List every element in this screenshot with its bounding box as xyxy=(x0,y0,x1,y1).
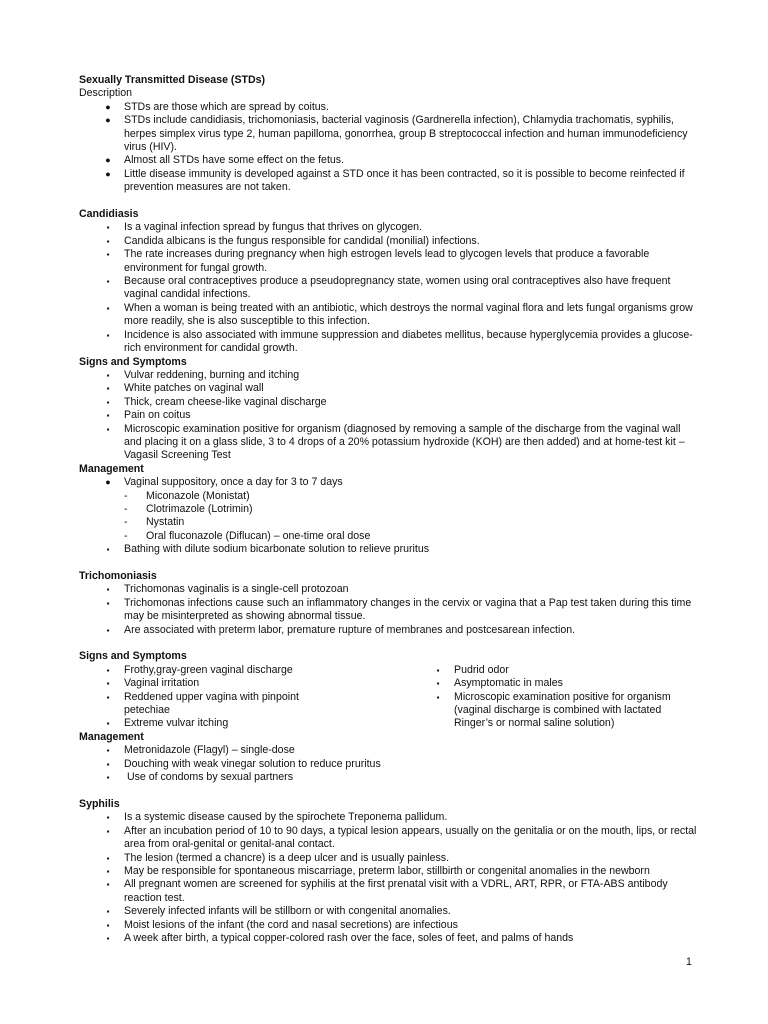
bullet-square-icon: ▪ xyxy=(106,679,110,689)
bullet-square-icon: ▪ xyxy=(106,330,110,340)
bullet-square-icon: ▪ xyxy=(106,585,110,595)
bullet-square-icon: ▪ xyxy=(106,719,110,729)
bullet-square-icon: ▪ xyxy=(106,759,110,769)
candidiasis-bullet: ▪ Because oral contraceptives produce a pseudopregnancy state, women using oral contraceptives also have frequent vaginal candidal infections. xyxy=(79,275,699,302)
bullet-square-icon: ▪ xyxy=(106,773,110,783)
trichomoniasis-bullet: ▪ Are associated with preterm labor, premature rupture of membranes and postcesarean infection. xyxy=(79,624,699,637)
candidiasis-sign: ▪ Vulvar reddening, burning and itching xyxy=(79,369,699,382)
bullet-square-icon: ▪ xyxy=(106,692,110,702)
description-bullet: ● STDs are those which are spread by coitus. xyxy=(79,101,699,114)
trichomoniasis-heading: Trichomoniasis xyxy=(79,570,157,582)
candidiasis-management-heading: Management xyxy=(79,462,144,475)
candidiasis-management-item: ● Vaginal suppository, once a day for 3 to 7 days xyxy=(79,476,699,489)
trichomoniasis-sign: ▪ Vaginal irritation xyxy=(79,677,431,690)
bullet-square-icon: ▪ xyxy=(106,813,110,823)
syphilis-bullet: ▪ After an incubation period of 10 to 90 days, a typical lesion appears, usually on the genitalia or on the mouth, lips, or rectal area from oral-genital or genital-anal contact. xyxy=(79,825,699,852)
bullet-square-icon: ▪ xyxy=(106,277,110,287)
bullet-square-icon: ▪ xyxy=(106,384,110,394)
bullet-square-icon: ▪ xyxy=(106,236,110,246)
bullet-square-icon: ▪ xyxy=(436,692,440,702)
bullet-square-icon: ▪ xyxy=(106,303,110,313)
dash-icon: - xyxy=(124,529,128,542)
syphilis-bullet: ▪ The lesion (termed a chancre) is a deep ulcer and is usually painless. xyxy=(79,852,699,865)
bullet-square-icon: ▪ xyxy=(106,397,110,407)
trichomoniasis-sign: ▪ Frothy,gray-green vaginal discharge xyxy=(79,664,431,677)
bullet-square-icon: ▪ xyxy=(106,853,110,863)
candidiasis-sign: ▪ Thick, cream cheese-like vaginal discharge xyxy=(79,396,699,409)
bullet-dot-icon: ● xyxy=(105,477,111,488)
drug-item: - Oral fluconazole (Diflucan) – one-time oral dose xyxy=(124,529,371,542)
candidiasis-management-item: ▪ Bathing with dilute sodium bicarbonate solution to relieve pruritus xyxy=(79,543,699,556)
trichomoniasis-signs-heading: Signs and Symptoms xyxy=(79,650,187,663)
trichomoniasis-sign: ▪ Microscopic examination positive for organism (vaginal discharge is combined with lactated Ringer’s or normal saline solution) xyxy=(431,691,699,731)
candidiasis-bullet: ▪ When a woman is being treated with an antibiotic, which destroys the normal vaginal flora and lets fungal organisms grow more readily, she is also susceptible to this infection. xyxy=(79,302,699,329)
bullet-square-icon: ▪ xyxy=(106,920,110,930)
trichomoniasis-sign: ▪ Pudrid odor xyxy=(431,664,699,677)
bullet-square-icon: ▪ xyxy=(106,665,110,675)
bullet-square-icon: ▪ xyxy=(106,866,110,876)
syphilis-bullet: ▪ Moist lesions of the infant (the cord and nasal secretions) are infectious xyxy=(79,919,699,932)
syphilis-bullet: ▪ A week after birth, a typical copper-colored rash over the face, soles of feet, and palms of hands xyxy=(79,932,699,945)
candidiasis-heading: Candidiasis xyxy=(79,208,139,221)
bullet-dot-icon: ● xyxy=(105,155,111,166)
bullet-square-icon: ▪ xyxy=(106,424,110,434)
bullet-square-icon: ▪ xyxy=(106,625,110,635)
drug-item: - Miconazole (Monistat) xyxy=(124,489,250,502)
syphilis-bullet: ▪ May be responsible for spontaneous miscarriage, preterm labor, stillbirth or congenital anomalies in the newborn xyxy=(79,865,699,878)
page-title: Sexually Transmitted Disease (STDs) xyxy=(79,74,266,86)
dash-icon: - xyxy=(124,516,128,529)
bullet-dot-icon: ● xyxy=(105,168,111,179)
signs-two-column xyxy=(79,664,699,731)
syphilis-bullet: ▪ Severely infected infants will be stillborn or with congenital anomalies. xyxy=(79,905,699,918)
bullet-square-icon: ▪ xyxy=(106,907,110,917)
bullet-square-icon: ▪ xyxy=(106,880,110,890)
document-page xyxy=(79,74,699,945)
bullet-square-icon: ▪ xyxy=(106,223,110,233)
bullet-square-icon: ▪ xyxy=(436,679,440,689)
trichomoniasis-bullet: ▪ Trichomonas infections cause such an inflammatory changes in the cervix or vagina that a Pap test taken during this time may be misinterpreted as showing abnormal tissue. xyxy=(79,597,699,624)
candidiasis-sign: ▪ White patches on vaginal wall xyxy=(79,382,699,395)
description-heading: Description xyxy=(79,87,132,100)
candidiasis-bullet: ▪ Is a vaginal infection spread by fungus that thrives on glycogen. xyxy=(79,221,699,234)
trichomoniasis-management-item: ▪ Metronidazole (Flagyl) – single-dose xyxy=(79,744,699,757)
page-number: 1 xyxy=(686,956,692,968)
trichomoniasis-sign: ▪ Extreme vulvar itching xyxy=(79,717,431,730)
description-bullet: ● Little disease immunity is developed against a STD once it has been contracted, so it is possible to become reinfected if prevention measures are not taken. xyxy=(79,168,699,195)
trichomoniasis-management-heading: Management xyxy=(79,730,144,743)
description-bullet: ● Almost all STDs have some effect on the fetus. xyxy=(79,154,699,167)
candidiasis-bullet: ▪ Candida albicans is the fungus responsible for candidal (monilial) infections. xyxy=(79,235,699,248)
signs-right-column xyxy=(431,664,699,731)
syphilis-heading: Syphilis xyxy=(79,797,120,810)
drug-item: - Clotrimazole (Lotrimin) xyxy=(124,502,253,515)
trichomoniasis-management-item: ▪ Douching with weak vinegar solution to reduce pruritus xyxy=(79,758,699,771)
candidiasis-bullet: ▪ Incidence is also associated with immune suppression and diabetes mellitus, because hyperglycemia provides a glucose-rich environment for candidal growth. xyxy=(79,329,699,356)
syphilis-bullet: ▪ All pregnant women are screened for syphilis at the first prenatal visit with a VDRL, ART, RPR, or FTA-ABS antibody reaction test. xyxy=(79,878,699,905)
candidiasis-signs-heading: Signs and Symptoms xyxy=(79,355,187,368)
bullet-square-icon: ▪ xyxy=(106,411,110,421)
signs-left-column xyxy=(79,664,431,731)
bullet-square-icon: ▪ xyxy=(106,250,110,260)
candidiasis-bullet: ▪ The rate increases during pregnancy when high estrogen levels lead to glycogen levels that produce a favorable environment for fungal growth. xyxy=(79,248,699,275)
bullet-dot-icon: ● xyxy=(105,101,111,112)
bullet-square-icon: ▪ xyxy=(106,826,110,836)
candidiasis-sign: ▪ Microscopic examination positive for organism (diagnosed by removing a sample of the discharge from the vaginal wall and placing it on a glass slide, 3 to 4 drops of a 20% potassium hydroxide (KOH) are then added) and at home-test kit – Vagasil Screening Test xyxy=(79,423,699,463)
bullet-square-icon: ▪ xyxy=(106,370,110,380)
bullet-square-icon: ▪ xyxy=(106,598,110,608)
dash-icon: - xyxy=(124,489,128,502)
bullet-square-icon: ▪ xyxy=(436,665,440,675)
description-bullet: ● STDs include candidiasis, trichomoniasis, bacterial vaginosis (Gardnerella infection), Chlamydia trachomatis, syphilis, herpes simplex virus type 2, human papilloma, gonorrhea, group B streptococcal infection and human immunodeficiency virus (HIV). xyxy=(79,114,699,154)
bullet-square-icon: ▪ xyxy=(106,545,110,555)
bullet-square-icon: ▪ xyxy=(106,746,110,756)
trichomoniasis-management-item: ▪ Use of condoms by sexual partners xyxy=(79,771,699,784)
syphilis-bullet: ▪ Is a systemic disease caused by the spirochete Treponema pallidum. xyxy=(79,811,699,824)
trichomoniasis-sign: ▪ Reddened upper vagina with pinpoint petechiae xyxy=(79,691,431,718)
candidiasis-sign: ▪ Pain on coitus xyxy=(79,409,699,422)
bullet-square-icon: ▪ xyxy=(106,933,110,943)
drug-item: - Nystatin xyxy=(124,516,185,529)
trichomoniasis-bullet: ▪ Trichomonas vaginalis is a single-cell protozoan xyxy=(79,583,699,596)
dash-icon: - xyxy=(124,502,128,515)
bullet-dot-icon: ● xyxy=(105,115,111,126)
trichomoniasis-sign: ▪ Asymptomatic in males xyxy=(431,677,699,690)
